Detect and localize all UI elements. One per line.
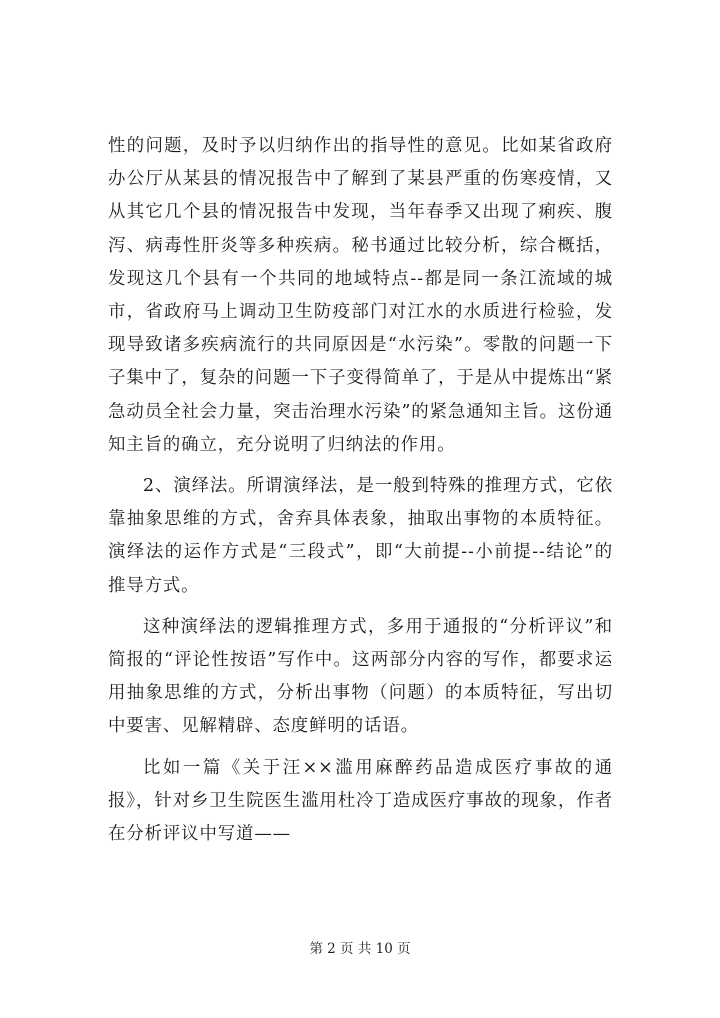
paragraph-induction-example: 性的问题，及时予以归纳作出的指导性的意见。比如某省政府办公厅从某县的情况报告中了解到了某县严重的伤寒疫情，又从其它几个县的情况报告中发现，当年春季又出现了痢疾、腹泻、病毒性肝炎等多种疾病。秘书通过比较分析，综合概括，发现这几个县有一个共同的地域特点--都是同一条江流域的城市，省政府马上调动卫生防疫部门对江水的水质进行检验，发现导致诸多疾病流行的共同原因是“水污染”。零散的问题一下子集中了，复杂的问题一下子变得简单了，于是从中提炼出“紧急动员全社会力量，突击治理水污染”的紧急通知主旨。这份通知主旨的确立，充分说明了归纳法的作用。 bbox=[108, 136, 613, 455]
paragraph-deduction-usage: 这种演绎法的逻辑推理方式，多用于通报的“分析评议”和简报的“评论性按语”写作中。这两部分内容的写作，都要求运用抽象思维的方式，分析出事物（问题）的本质特征，写出切中要害、见解精辟、态度鲜明的话语。 bbox=[108, 616, 613, 737]
page-number-footer: 第 2 页 共 10 页 bbox=[309, 941, 411, 957]
document-body bbox=[108, 130, 613, 851]
paragraph-notice-example: 比如一篇《关于汪××滥用麻醉药品造成医疗事故的通报》，针对乡卫生院医生滥用杜冷丁造成医疗事故的现象，作者在分析评议中写道—— bbox=[108, 757, 613, 845]
paragraph-gap bbox=[108, 462, 613, 470]
paragraph-deduction-definition: 2、演绎法。所谓演绎法，是一般到特殊的推理方式，它依靠抽象思维的方式，舍弃具体表象，抽取出事物的本质特征。演绎法的运作方式是“三段式”，即“大前提--小前提--结论”的推导方式。 bbox=[108, 476, 613, 596]
paragraph-gap bbox=[108, 744, 613, 752]
paragraph-gap bbox=[108, 603, 613, 611]
